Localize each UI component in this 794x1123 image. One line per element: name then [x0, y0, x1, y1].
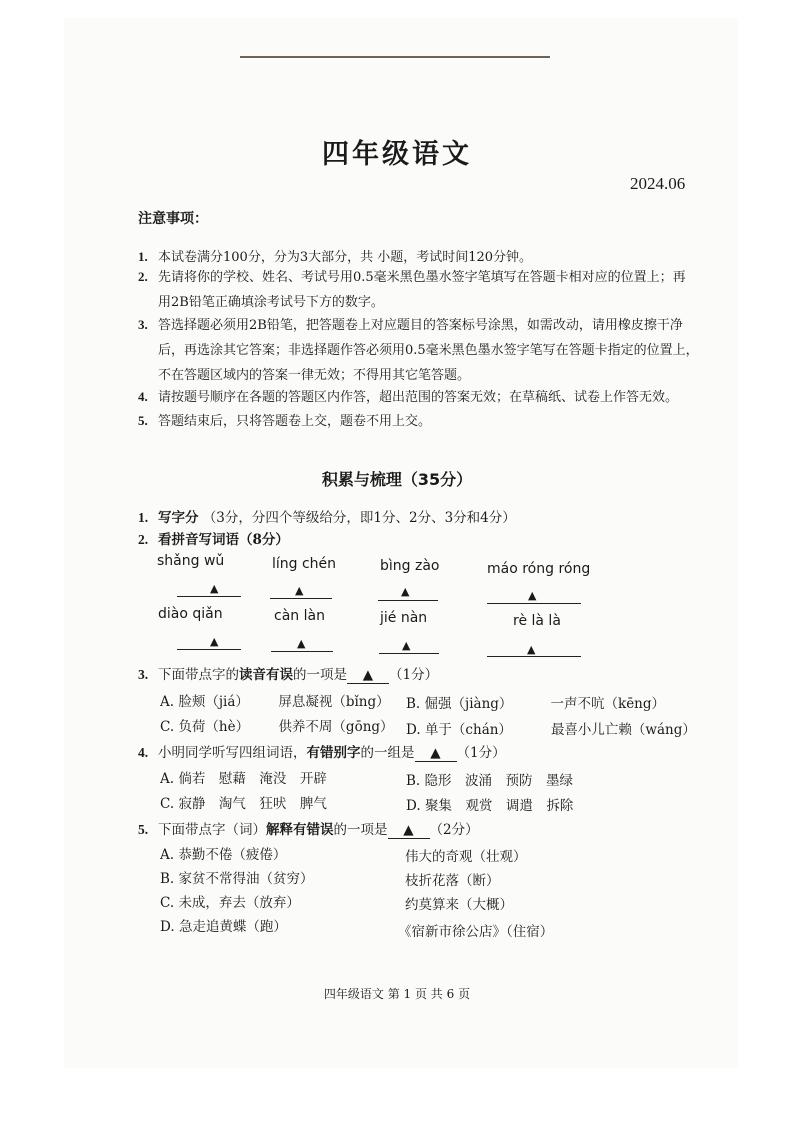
answer-blank-3[interactable]: [378, 600, 438, 601]
answer-marker[interactable]: ▲: [388, 822, 430, 839]
q3-option-a[interactable]: A. 脸颊（jiá） 屏息凝视（bǐng）: [160, 694, 390, 710]
section-title: 积累与梳理（35分）: [321, 470, 473, 489]
q3-option-c[interactable]: C. 负荷（hè） 供养不周（gōng）: [160, 719, 394, 735]
q4-option-a[interactable]: A. 倘若 慰藉 淹没 开辟: [160, 771, 327, 787]
notice-item-4: 4. 请按题号顺序在各题的答题区内作答，超出范围的答案无效；在草稿纸、试卷上作答无效。: [138, 389, 679, 405]
pinyin-7: jié nàn: [380, 610, 428, 626]
question-5: 5. 下面带点字（词）解释有错误的一项是 ▲ （2分）: [138, 822, 479, 838]
q4-option-c[interactable]: C. 寂静 淘气 狂吠 脾气: [160, 796, 327, 812]
answer-marker[interactable]: ▲: [347, 667, 389, 684]
q5-option-a[interactable]: A. 恭勤不倦（疲倦）: [160, 847, 287, 863]
answer-marker: ▲: [297, 637, 306, 650]
q5-option-a-2: 伟大的奇观（壮观）: [405, 849, 527, 865]
answer-marker: ▲: [210, 582, 219, 595]
q5-option-c-2: 约莫算来（大概）: [405, 897, 513, 913]
pinyin-2: líng chén: [272, 556, 337, 572]
pinyin-5: diào qiǎn: [158, 606, 223, 622]
exam-date: 2024.06: [630, 174, 686, 193]
notice-heading: 注意事项：: [138, 211, 208, 227]
page-footer: 四年级语文 第 1 页 共 6 页: [323, 987, 471, 1001]
q5-option-c[interactable]: C. 未成，弃去（放弃）: [160, 895, 300, 911]
q5-option-b-2: 枝折花落（断）: [405, 873, 500, 889]
answer-marker: ▲: [527, 643, 536, 656]
answer-marker[interactable]: ▲: [415, 745, 457, 762]
notice-item-3: 3. 答选择题必须用2B铅笔，把答题卷上对应题目的答案标号涂黑，如需改动，请用橡皮擦干净 后，再选涂其它答案；非选择题作答必须用0.5毫米黑色墨水签字笔写在答题卡指定的位置上， 不在答题区域内的答案一律无效；不得用其它笔答题。: [138, 317, 699, 383]
answer-marker: ▲: [401, 585, 410, 598]
answer-blank-6[interactable]: [271, 651, 333, 652]
notice-item-2: 2. 先请将你的学校、姓名、考试号用0.5毫米黑色墨水签字笔填写在答题卡相对应的位置上；再 用2B铅笔正确填涂考试号下方的数字。: [138, 269, 686, 310]
q4-option-d[interactable]: D. 聚集 观赏 调遣 拆除: [406, 798, 574, 814]
answer-marker: ▲: [402, 639, 411, 652]
q5-option-d-2: 《宿新市徐公店》（住宿）: [398, 924, 554, 940]
question-2: 2. 看拼音写词语（8分）: [138, 532, 289, 548]
question-3: 3. 下面带点字的读音有误的一项是 ▲ （1分）: [138, 667, 439, 683]
pinyin-1: shǎng wǔ: [157, 553, 225, 569]
q3-option-b[interactable]: B. 倔强（jiàng） 一声不吭（kēng）: [406, 696, 666, 712]
answer-blank-7[interactable]: [379, 653, 439, 654]
pinyin-8: rè là là: [513, 613, 561, 629]
page-title: 四年级语文: [322, 139, 472, 170]
q4-option-b[interactable]: B. 隐形 波涌 预防 墨绿: [406, 773, 574, 789]
top-rule: [240, 56, 550, 58]
q5-option-d[interactable]: D. 急走追黄蝶（跑）: [160, 919, 287, 935]
answer-marker: ▲: [210, 635, 219, 648]
question-4: 4. 小明同学听写四组词语，有错别字的一组是 ▲ （1分）: [138, 745, 506, 761]
answer-blank-2[interactable]: [270, 598, 332, 599]
q3-option-d[interactable]: D. 单于（chán） 最喜小儿亡赖（wáng）: [406, 722, 696, 738]
answer-blank-5[interactable]: [177, 649, 241, 650]
answer-blank-4[interactable]: [487, 603, 581, 604]
question-1: 1. 写字分 （3分，分四个等级给分，即1分、2分、3分和4分）: [138, 510, 516, 526]
answer-blank-8[interactable]: [487, 656, 581, 657]
notice-item-5: 5. 答题结束后，只将答题卷上交，题卷不用上交。: [138, 413, 432, 429]
answer-marker: ▲: [295, 584, 304, 597]
pinyin-4: máo róng róng: [487, 561, 591, 577]
q5-option-b[interactable]: B. 家贫不常得油（贫穷）: [160, 871, 314, 887]
pinyin-3: bìng zào: [380, 558, 440, 574]
pinyin-6: càn làn: [274, 608, 325, 624]
answer-blank-1[interactable]: [177, 596, 241, 597]
answer-marker: ▲: [528, 589, 537, 602]
notice-item-1: 1. 本试卷满分100分，分为3大部分，共 小题，考试时间120分钟。: [138, 249, 533, 265]
